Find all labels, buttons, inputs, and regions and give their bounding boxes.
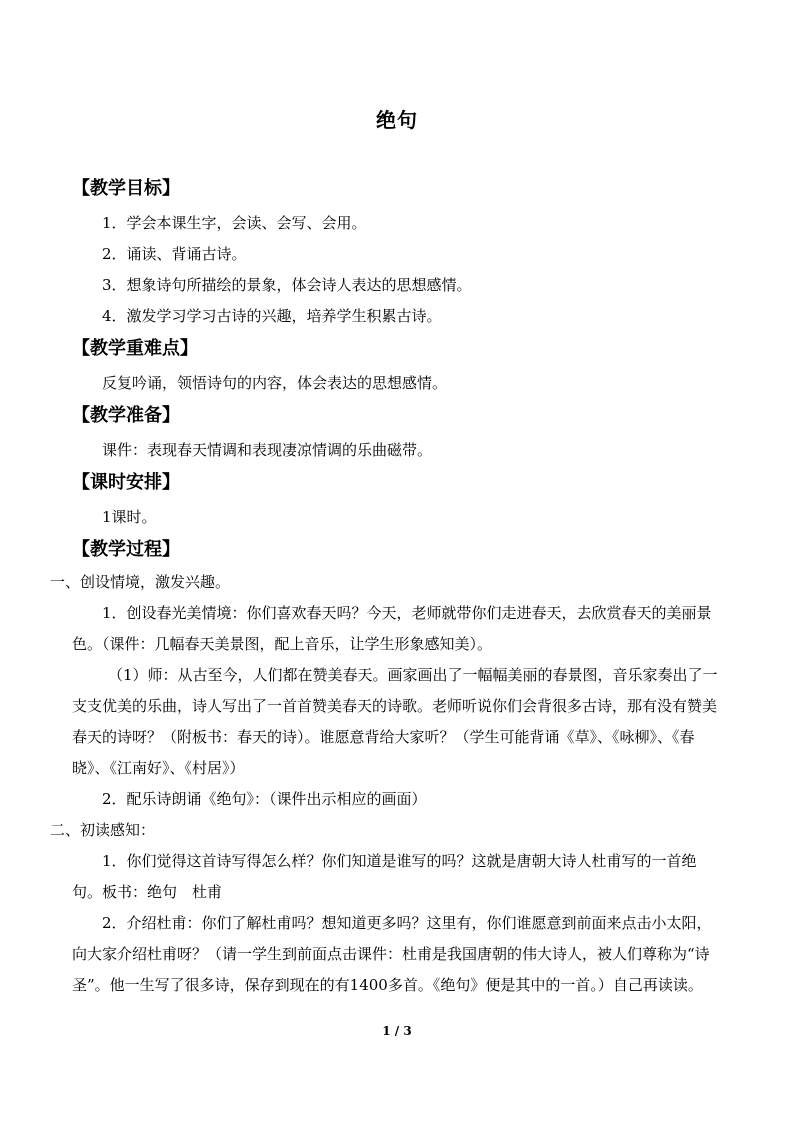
preparation-text: 课件：表现春天情调和表现凄凉情调的乐曲磁带。 (102, 441, 433, 459)
process-paragraph: 2．配乐诗朗诵《绝句》：（课件出示相应的画面） (102, 790, 427, 808)
process-paragraph: 1．你们觉得这首诗写得怎么样？你们知道是谁写的吗？这就是唐朝大诗人杜甫写的一首绝句。板书：绝句 杜甫 (72, 852, 697, 901)
section-heading-objectives: 【教学目标】 (72, 178, 180, 199)
page-number: 1 / 3 (382, 1024, 412, 1038)
process-paragraph: 2．介绍杜甫：你们了解杜甫吗？想知道更多吗？这里有，你们谁愿意到前面来点击小太阳，向大家介绍杜甫呀？（请一学生到前面点击课件：杜甫是我国唐朝的伟大诗人，被人们尊称为“诗圣”。他一生写了很多诗，保存到现在的有1400多首。《绝句》便是其中的一首。）自己再读读。 (72, 914, 712, 994)
section-heading-preparation: 【教学准备】 (72, 405, 180, 426)
section-heading-process: 【教学过程】 (72, 539, 180, 560)
section-heading-schedule: 【课时安排】 (72, 472, 180, 493)
objective-item: 1．学会本课生字，会读、会写、会用。 (102, 214, 367, 232)
objective-item: 2．诵读、背诵古诗。 (102, 245, 247, 263)
document-title: 绝句 (376, 108, 418, 132)
document-body (50, 172, 726, 1001)
section-heading-key-points: 【教学重难点】 (72, 338, 198, 359)
process-paragraph: （1）师：从古至今，人们都在赞美春天。画家画出了一幅幅美丽的春景图，音乐家奏出了一支支优美的乐曲，诗人写出了一首首赞美春天的诗歌。老师听说你们会背很多古诗，那有没有赞美春天的诗呀？（附板书：春天的诗）。谁愿意背给大家听？（学生可能背诵《草》、《咏柳》、《春晓》、《江南好》、《村居》） (72, 666, 718, 777)
process-step-heading: 一、创设情境，激发兴趣。 (50, 573, 231, 591)
key-points-text: 反复吟诵，领悟诗句的内容，体会表达的思想感情。 (102, 374, 448, 392)
process-step-heading: 二、初读感知： (50, 821, 156, 839)
objective-item: 4．激发学习学习古诗的兴趣，培养学生积累古诗。 (102, 307, 442, 325)
schedule-text: 1课时。 (102, 508, 157, 526)
objective-item: 3．想象诗句所描绘的景象，体会诗人表达的思想感情。 (102, 276, 472, 294)
process-paragraph: 1．创设春光美情境：你们喜欢春天吗？今天，老师就带你们走进春天，去欣赏春天的美丽景色。（课件：几幅春天美景图，配上音乐，让学生形象感知美）。 (72, 604, 712, 653)
